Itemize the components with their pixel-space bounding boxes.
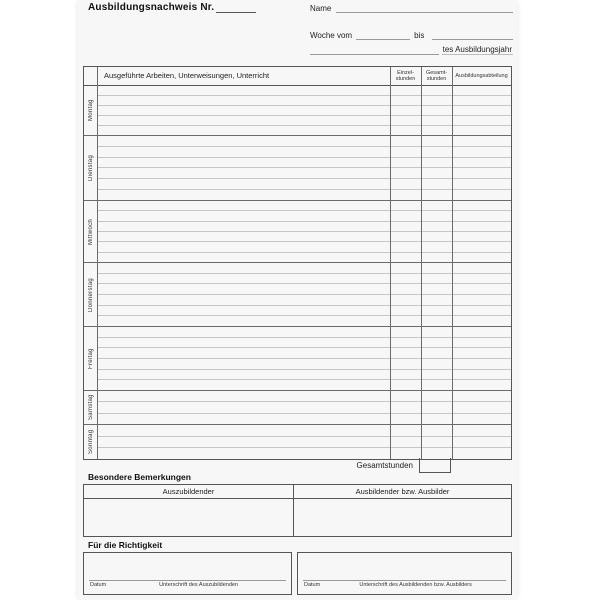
training-year-line — [310, 44, 439, 55]
day-column-line — [97, 67, 98, 459]
day-label: Mittwoch — [88, 218, 94, 245]
total-hours-row — [83, 458, 512, 473]
trainer-signature-label: Unterschrift des Ausbildenden bzw. Ausbilders — [359, 582, 472, 588]
entry-row — [98, 273, 511, 284]
entry-row — [98, 358, 511, 369]
table-header — [84, 67, 511, 86]
certification-row — [83, 552, 512, 595]
form-number-line — [216, 2, 256, 13]
header-fields — [310, 1, 513, 55]
entry-row — [98, 146, 511, 157]
department-header: Ausbildungsabteilung — [455, 73, 508, 79]
week-from-label: Woche vom — [310, 31, 353, 40]
entry-row — [98, 210, 511, 220]
day-label: Sonntag — [88, 429, 94, 455]
day-block-freitag — [84, 327, 511, 391]
day-block-sonntag — [84, 425, 511, 459]
training-year-row — [310, 43, 513, 55]
trainee-signature-label: Unterschrift des Auszubildenden — [159, 582, 239, 588]
remarks-heading: Besondere Bemerkungen — [88, 472, 191, 482]
total-hours-header: Gesamt- stunden — [425, 70, 448, 83]
entry-row — [98, 86, 511, 95]
entry-row — [98, 189, 511, 200]
entry-row — [98, 241, 511, 251]
remarks-box — [83, 484, 512, 537]
entry-row — [98, 425, 511, 436]
certification-heading: Für die Richtigkeit — [88, 540, 163, 550]
entry-row — [98, 231, 511, 241]
training-year-label: tes Ausbildungsjahr — [442, 45, 512, 54]
trainer-signature-line — [303, 580, 506, 581]
entry-row — [98, 369, 511, 380]
total-hours-box — [419, 458, 451, 473]
name-write-line — [336, 2, 513, 13]
week-from-line — [356, 29, 410, 40]
entry-row — [98, 157, 511, 168]
entry-row — [98, 413, 511, 424]
entry-row — [98, 327, 511, 337]
form-title: Ausbildungsnachweis Nr. — [88, 2, 215, 13]
form-page — [78, 0, 517, 600]
day-header-cell — [84, 67, 98, 85]
entry-row — [98, 401, 511, 412]
trainee-signature-box — [83, 552, 292, 595]
day-rows — [98, 391, 511, 424]
day-block-samstag — [84, 391, 511, 425]
form-title-row — [88, 2, 256, 13]
entry-row — [98, 379, 511, 390]
remarks-header-row — [84, 485, 511, 499]
week-until-line — [432, 29, 513, 40]
day-label: Montag — [88, 99, 94, 122]
activities-header: Ausgeführte Arbeiten, Unterweisungen, Unterricht — [104, 71, 270, 80]
entry-row — [98, 105, 511, 115]
total-hours-column-line — [421, 67, 422, 459]
weekly-record-table — [83, 66, 512, 460]
day-label: Freitag — [88, 348, 94, 369]
day-label: Donnerstag — [88, 277, 94, 312]
week-row — [310, 28, 513, 40]
table-body — [84, 86, 511, 459]
entry-row — [98, 201, 511, 210]
trainer-signature-box — [297, 552, 512, 595]
entry-row — [98, 305, 511, 316]
day-block-donnerstag — [84, 263, 511, 327]
trainee-remarks-header: Auszubildender — [84, 485, 294, 498]
day-rows — [98, 263, 511, 326]
entry-row — [98, 391, 511, 401]
entry-row — [98, 315, 511, 326]
trainer-remarks-area — [294, 499, 511, 536]
remarks-body-row — [84, 499, 511, 536]
single-hours-header: Einzel- stunden — [395, 70, 416, 83]
name-label: Name — [310, 4, 332, 13]
name-row — [310, 1, 513, 13]
single-hours-column-line — [390, 67, 391, 459]
entry-row — [98, 337, 511, 348]
entry-row — [98, 252, 511, 262]
day-label: Samstag — [88, 394, 94, 421]
day-block-mittwoch — [84, 201, 511, 263]
trainee-signature-line — [89, 580, 286, 581]
trainee-remarks-area — [84, 499, 294, 536]
total-hours-label: Gesamtstunden — [356, 461, 413, 470]
entry-row — [98, 115, 511, 125]
department-column-line — [452, 67, 453, 459]
day-block-montag — [84, 86, 511, 136]
entry-row — [98, 167, 511, 178]
week-until-label: bis — [414, 31, 425, 40]
entry-row — [98, 263, 511, 273]
entry-row — [98, 221, 511, 231]
trainer-remarks-header: Ausbildender bzw. Ausbilder — [355, 487, 450, 496]
entry-row — [98, 283, 511, 294]
entry-row — [98, 136, 511, 146]
day-rows — [98, 425, 511, 459]
day-label: Dienstag — [88, 154, 94, 182]
day-rows — [98, 136, 511, 200]
entry-row — [98, 95, 511, 105]
day-rows — [98, 327, 511, 390]
day-rows — [98, 201, 511, 262]
entry-row — [98, 178, 511, 189]
day-rows — [98, 86, 511, 135]
entry-row — [98, 436, 511, 448]
trainer-date-label: Datum — [304, 582, 321, 588]
entry-row — [98, 125, 511, 135]
day-block-dienstag — [84, 136, 511, 201]
entry-row — [98, 294, 511, 305]
trainee-date-label: Datum — [90, 582, 107, 588]
entry-row — [98, 347, 511, 358]
